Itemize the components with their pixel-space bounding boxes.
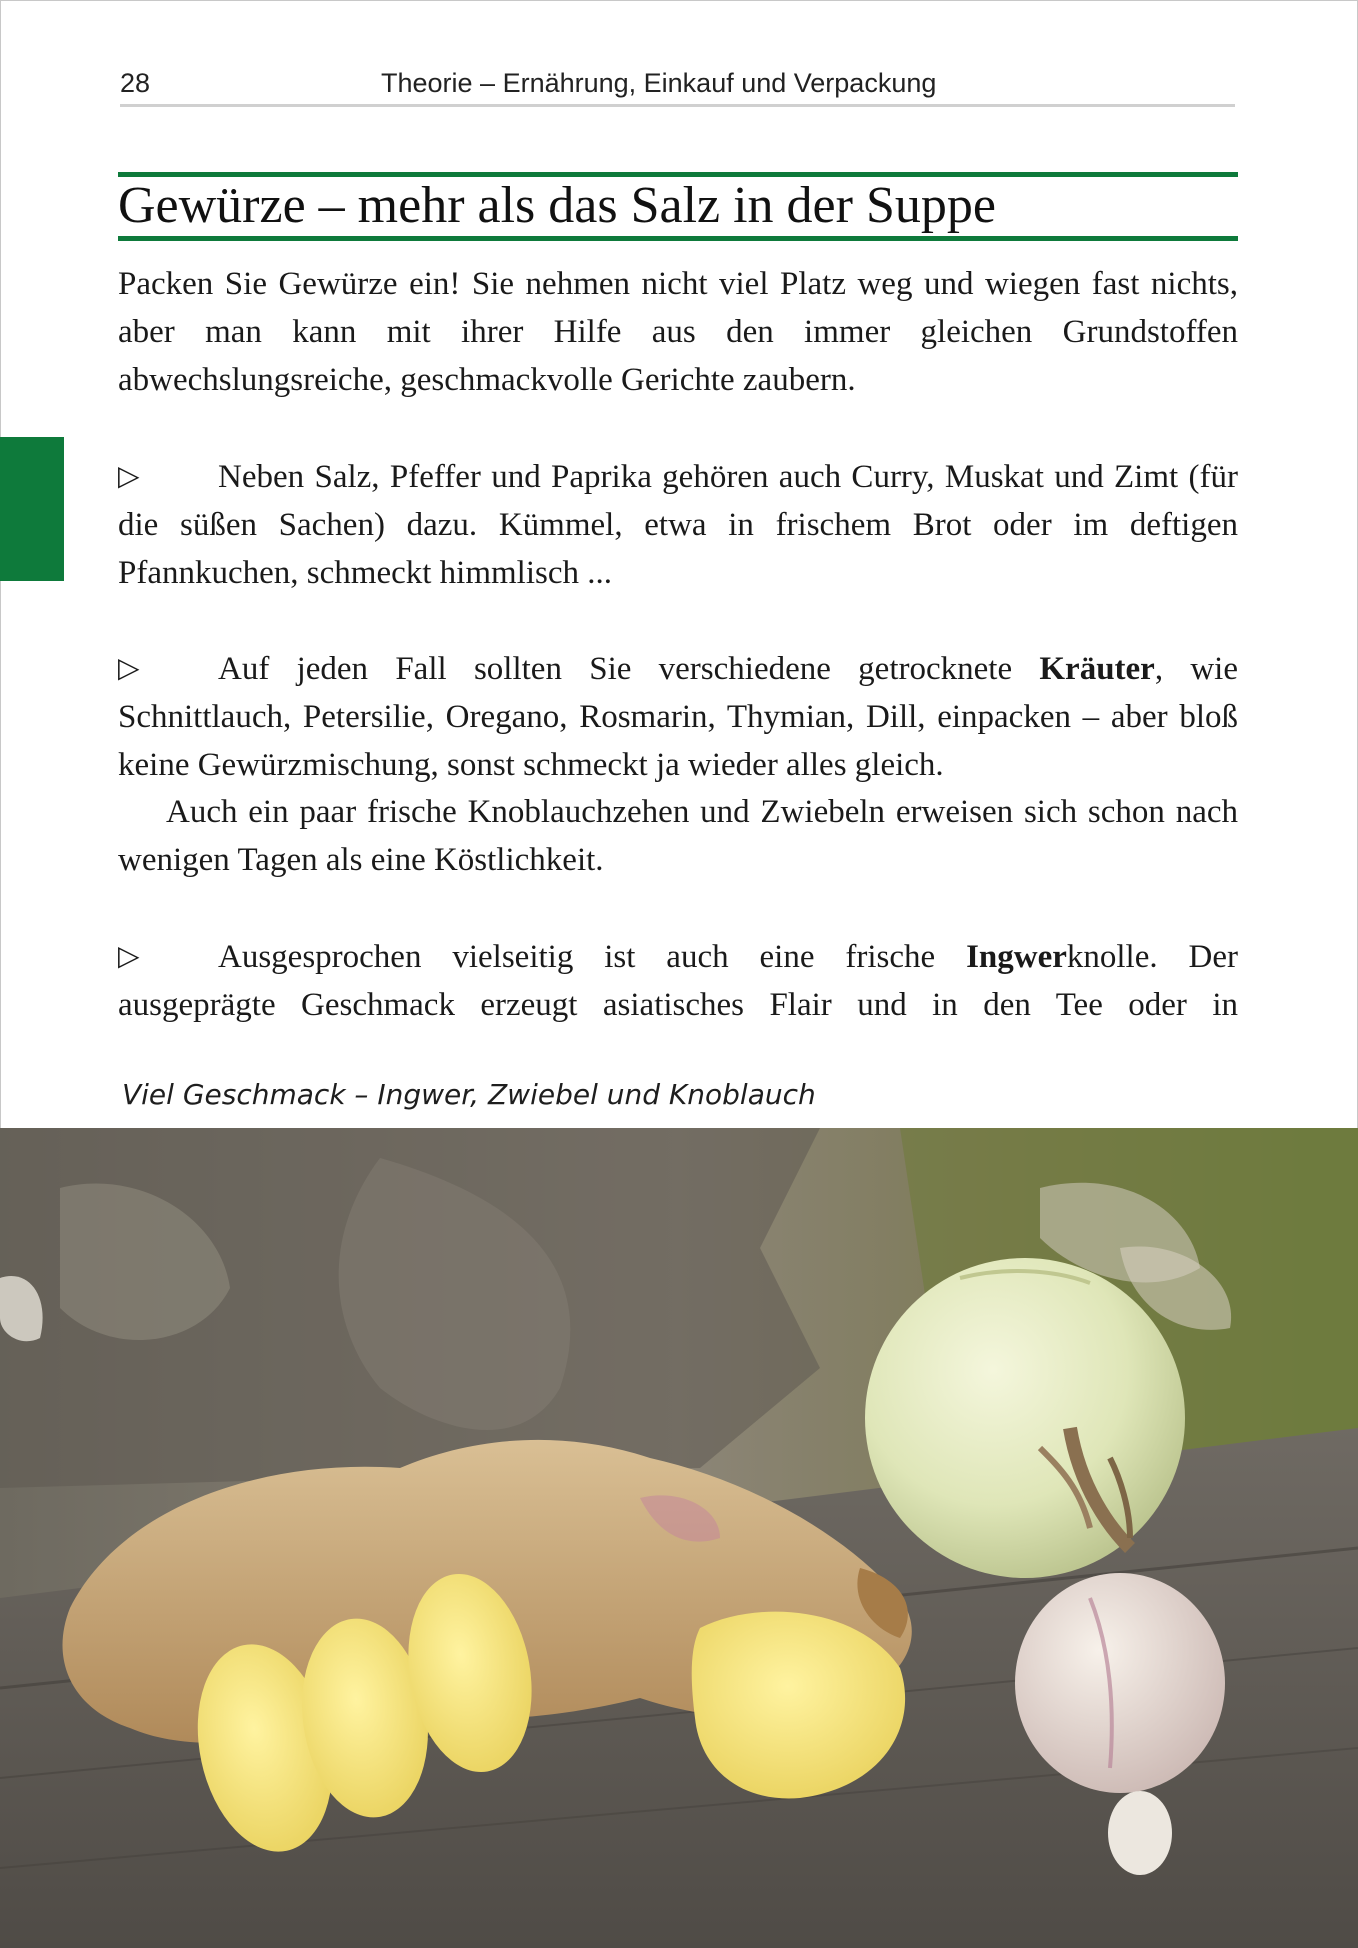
chapter-title: Theorie – Ernährung, Einkauf und Verpackung: [381, 68, 937, 98]
spices-text: Neben Salz, Pfeffer und Paprika gehören auch Curry, Muskat und Zimt (für die süßen Sachen) dazu. Kümmel, etwa in frischem Brot oder im deftigen Pfannkuchen, schmeckt himmlisch ...: [118, 459, 1238, 591]
photo-caption: Viel Geschmack – Ingwer, Zwiebel und Knoblauch: [122, 1078, 816, 1111]
ginger-keyword: Ingwer: [966, 939, 1067, 975]
herbs-keyword: Kräuter: [1039, 651, 1155, 687]
ginger-paragraph: [118, 932, 1238, 1029]
ginger-text-end: knolle. Der ausgeprägte Geschmack erzeugt asiatisches Flair und in den Tee oder in: [118, 939, 1238, 1023]
triangle-bullet-icon: [118, 452, 218, 500]
page-number: 28: [120, 68, 151, 98]
intro-paragraph: Packen Sie Gewürze ein! Sie nehmen nicht viel Platz weg und wiegen fast nichts, aber man kann mit ihrer Hilfe aus den immer gleichen Grundstoffen abwechslungsreiche, geschmackvolle Gerichte zaubern.: [118, 266, 1238, 398]
herbs-paragraph: [118, 644, 1238, 789]
running-header: [120, 68, 1235, 107]
chapter-tab-marker: [0, 437, 64, 581]
heading-rule-bottom: [118, 236, 1238, 241]
ginger-onion-garlic-photo: [0, 1128, 1358, 1948]
herbs-text-end: , wie Schnittlauch, Petersilie, Oregano, Rosmarin, Thymian, Dill, einpacken – aber bloß keine Gewürzmischung, sonst schmeckt ja wieder alles gleich.: [118, 651, 1239, 783]
herbs-text-start: Auf jeden Fall sollten Sie verschiedene getrocknete: [218, 651, 1040, 687]
ginger-text-start: Ausgesprochen vielseitig ist auch eine frische: [218, 939, 967, 975]
triangle-bullet-icon: [118, 932, 218, 980]
section-heading: Gewürze – mehr als das Salz in der Suppe: [118, 177, 996, 234]
garlic-paragraph: Auch ein paar frische Knoblauchzehen und Zwiebeln erweisen sich schon nach wenigen Tagen als eine Köstlichkeit.: [118, 794, 1238, 878]
spices-paragraph: [118, 452, 1238, 597]
triangle-bullet-icon: [118, 644, 218, 692]
